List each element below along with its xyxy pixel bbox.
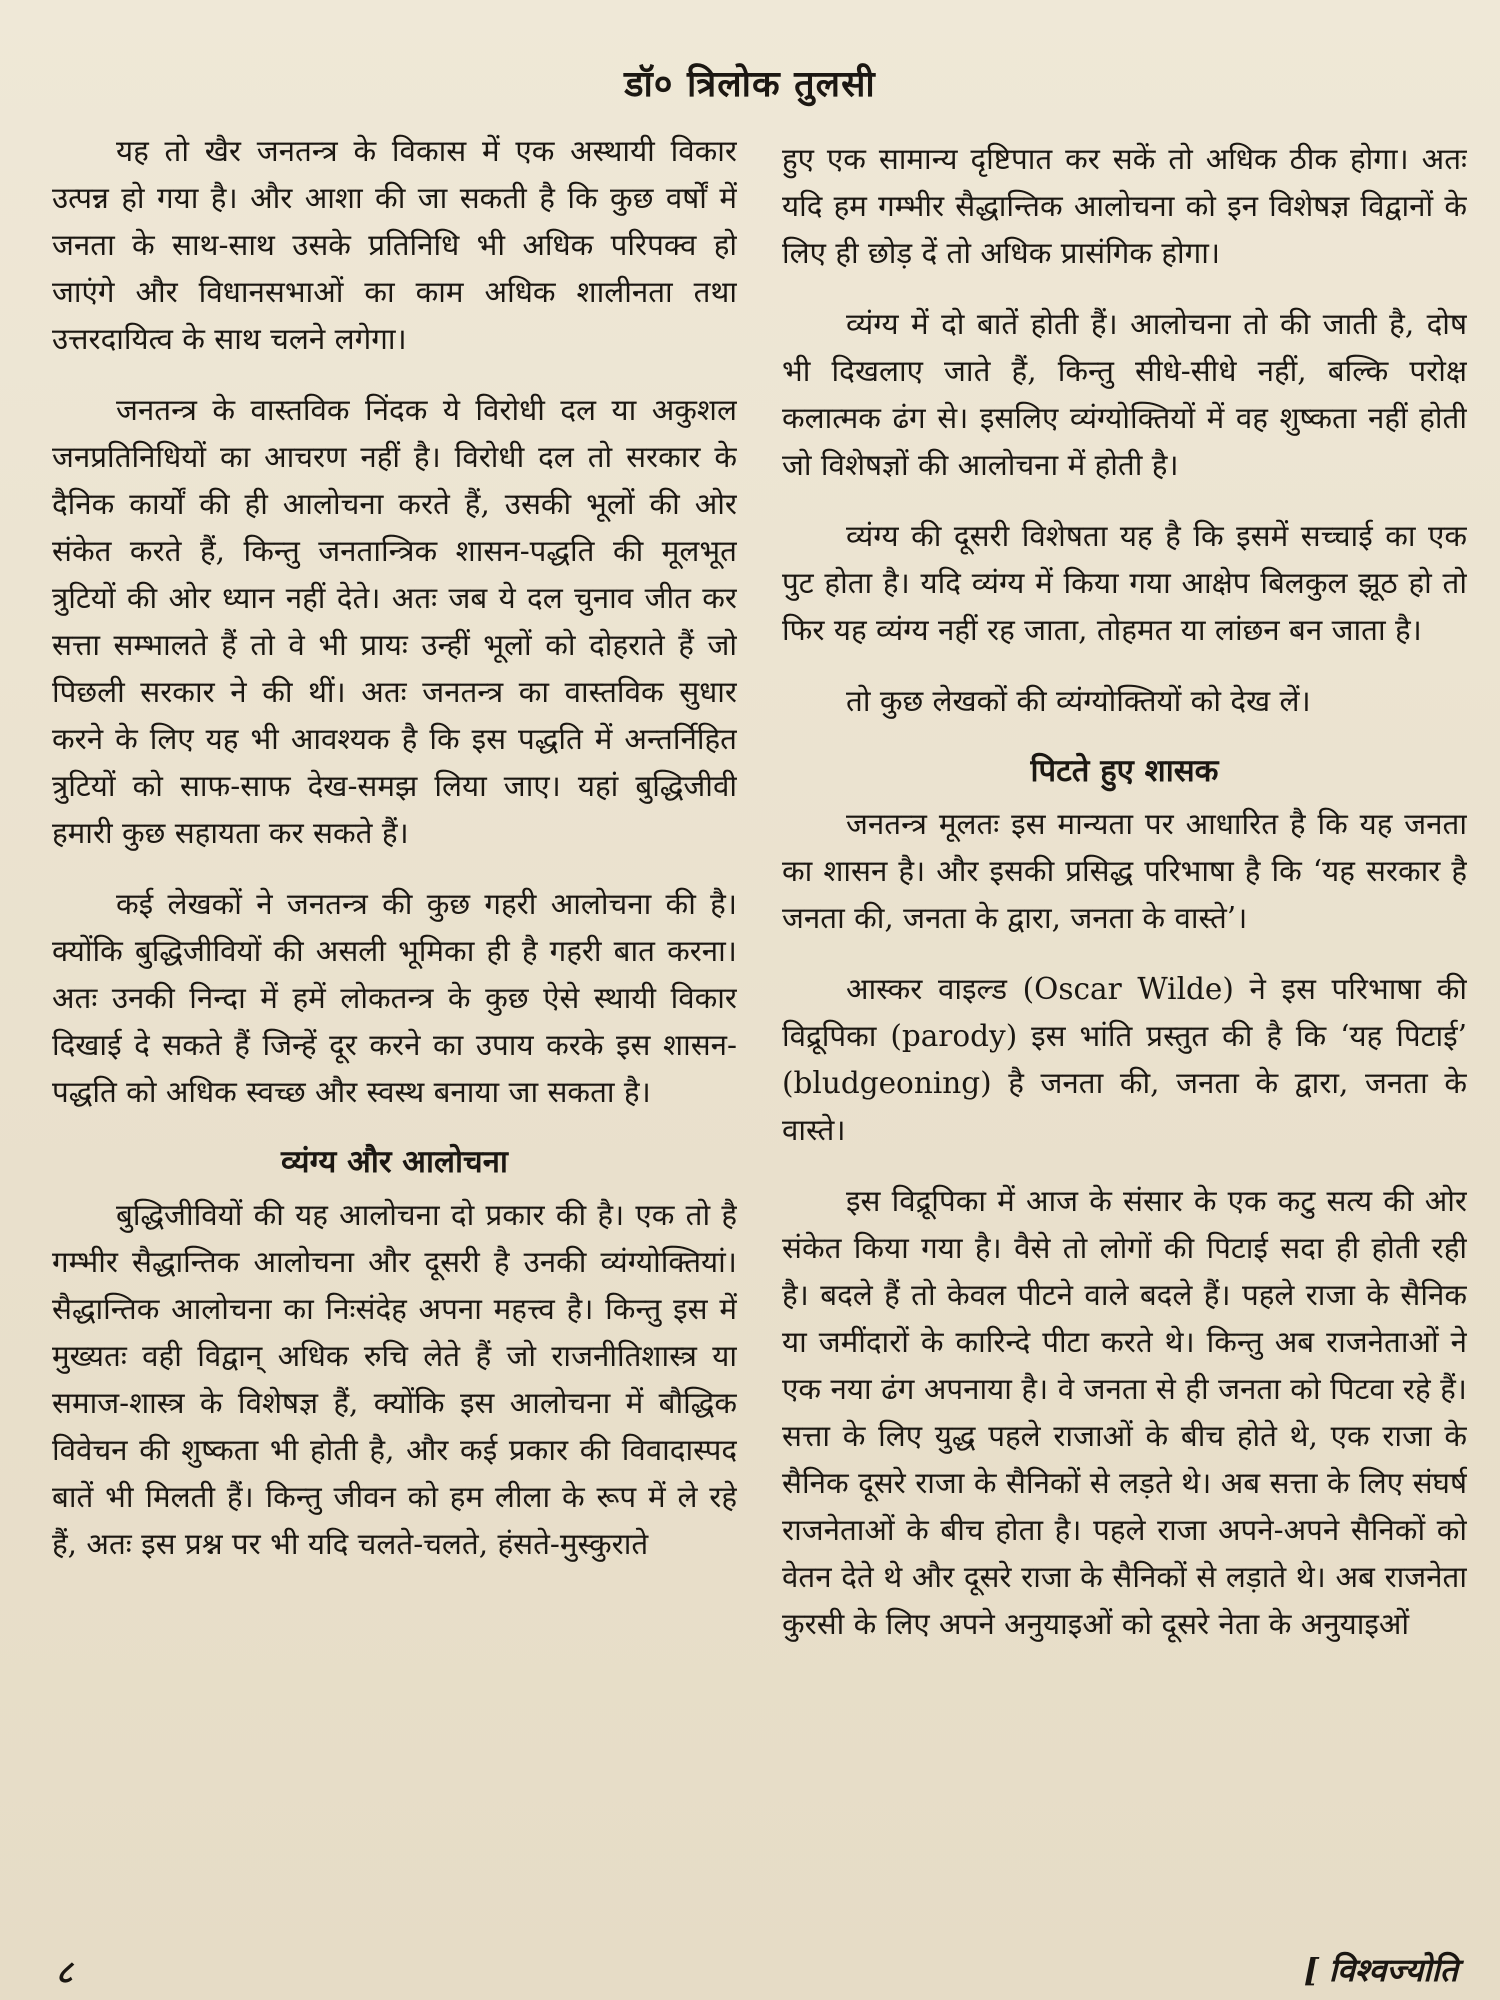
page-number: ८ bbox=[56, 1953, 73, 1991]
paragraph: आस्कर वाइल्ड (Oscar Wilde) ने इस परिभाषा की विद्रूपिका (parody) इस भांति प्रस्तुत की है कि ‘यह पिटाई’ (bludgeoning) है जनता की, जनता के द्वारा, जनता के वास्ते। bbox=[782, 972, 1467, 1147]
right-column bbox=[782, 136, 1467, 1936]
paragraph: इस विद्रूपिका में आज के संसार के एक कटु सत्य की ओर संकेत किया गया है। वैसे तो लोगों की पिटाई सदा ही होती रही है। बदले हैं तो केवल पीटने वाले बदले हैं। पहले राजा के सैनिक या जमींदारों के कारिन्दे पीटा करते थे। किन्तु अब राजनेताओं ने एक नया ढंग अपनाया है। वे जनता से ही जनता को पिटवा रहे हैं। सत्ता के लिए युद्ध पहले राजाओं के बीच होते थे, एक राजा के सैनिक दूसरे राजा के सैनिकों से लड़ते थे। अब सत्ता के लिए संघर्ष राजनेताओं के बीच होता है। पहले राजा अपने-अपने सैनिकों को वेतन देते थे और दूसरे राजा के सैनिकों से लड़ाते थे। अब राजनेता कुरसी के लिए अपने अनुयाइओं को दूसरे नेता के अनुयाइओं bbox=[782, 1184, 1467, 1641]
author-name: डॉ० त्रिलोक तुलसी bbox=[624, 63, 876, 105]
section-heading: पिटते हुए शासक bbox=[1030, 753, 1219, 789]
paragraph: कई लेखकों ने जनतन्त्र की कुछ गहरी आलोचना की है। क्योंकि बुद्धिजीवियों की असली भूमिका ही है गहरी बात करना। अतः उनकी निन्दा में हमें लोकतन्त्र के कुछ ऐसे स्थायी विकार दिखाई दे सकते हैं जिन्हें दूर करने का उपाय करके इस शासन-पद्धति को अधिक स्वच्छ और स्वस्थ बनाया जा सकता है। bbox=[52, 887, 737, 1109]
paragraph: यह तो खैर जनतन्त्र के विकास में एक अस्थायी विकार उत्पन्न हो गया है। और आशा की जा सकती है कि कुछ वर्षों में जनता के साथ-साथ उसके प्रतिनिधि भी अधिक परिपक्व हो जाएंगे और विधानसभाओं का काम अधिक शालीनता तथा उत्तरदायित्व के साथ चलने लगेगा। bbox=[52, 134, 737, 356]
paragraph: हुए एक सामान्य दृष्टिपात कर सकें तो अधिक ठीक होगा। अतः यदि हम गम्भीर सैद्धान्तिक आलोचना को इन विशेषज्ञ विद्वानों के लिए ही छोड़ दें तो अधिक प्रासंगिक होगा। bbox=[782, 142, 1467, 270]
paragraph: जनतन्त्र के वास्तविक निंदक ये विरोधी दल या अकुशल जनप्रतिनिधियों का आचरण नहीं है। विरोधी दल तो सरकार के दैनिक कार्यों की ही आलोचना करते हैं, उसकी भूलों की ओर संकेत करते हैं, किन्तु जनतान्त्रिक शासन-पद्धति की मूलभूत त्रुटियों की ओर ध्यान नहीं देते। अतः जब ये दल चुनाव जीत कर सत्ता सम्भालते हैं तो वे भी प्रायः उन्हीं भूलों को दोहराते हैं जो पिछली सरकार ने की थीं। अतः जनतन्त्र का वास्तविक सुधार करने के लिए यह भी आवश्यक है कि इस पद्धति में अन्तर्निहित त्रुटियों को साफ-साफ देख-समझ लिया जाए। यहां बुद्धिजीवी हमारी कुछ सहायता कर सकते हैं। bbox=[52, 393, 737, 850]
magazine-footer bbox=[1304, 1948, 1458, 1991]
magazine-title: विश्वज्योति bbox=[1328, 1951, 1458, 1989]
left-column bbox=[52, 128, 737, 1928]
footer-bracket: [ bbox=[1303, 1951, 1319, 1989]
paragraph: बुद्धिजीवियों की यह आलोचना दो प्रकार की है। एक तो है गम्भीर सैद्धान्तिक आलोचना और दूसरी है उनकी व्यंग्योक्तियां। सैद्धान्तिक आलोचना का निःसंदेह अपना महत्त्व है। किन्तु इस में मुख्यतः वही विद्वान् अधिक रुचि लेते हैं जो राजनीतिशास्त्र या समाज-शास्त्र के विशेषज्ञ हैं, क्योंकि इस आलोचना में बौद्धिक विवेचन की शुष्कता भी होती है, और कई प्रकार की विवादास्पद बातें भी मिलती हैं। किन्तु जीवन को हम लीला के रूप में ले रहे हैं, अतः इस प्रश्न पर भी यदि चलते-चलते, हंसते-मुस्कुराते bbox=[52, 1198, 737, 1561]
section-heading: व्यंग्य और आलोचना bbox=[281, 1144, 508, 1180]
paragraph: जनतन्त्र मूलतः इस मान्यता पर आधारित है कि यह जनता का शासन है। और इसकी प्रसिद्ध परिभाषा है कि ‘यह सरकार है जनता की, जनता के द्वारा, जनता के वास्ते’। bbox=[782, 807, 1467, 935]
paragraph: तो कुछ लेखकों की व्यंग्योक्तियों को देख लें। bbox=[846, 684, 1311, 718]
paragraph: व्यंग्य में दो बातें होती हैं। आलोचना तो की जाती है, दोष भी दिखलाए जाते हैं, किन्तु सीधे-सीधे नहीं, बल्कि परोक्ष कलात्मक ढंग से। इसलिए व्यंग्योक्तियों में वह शुष्कता नहीं होती जो विशेषज्ञों की आलोचना में होती है। bbox=[782, 307, 1467, 482]
paragraph: व्यंग्य की दूसरी विशेषता यह है कि इसमें सच्चाई का एक पुट होता है। यदि व्यंग्य में किया गया आक्षेप बिलकुल झूठ हो तो फिर यह व्यंग्य नहीं रह जाता, तोहमत या लांछन बन जाता है। bbox=[782, 519, 1467, 647]
